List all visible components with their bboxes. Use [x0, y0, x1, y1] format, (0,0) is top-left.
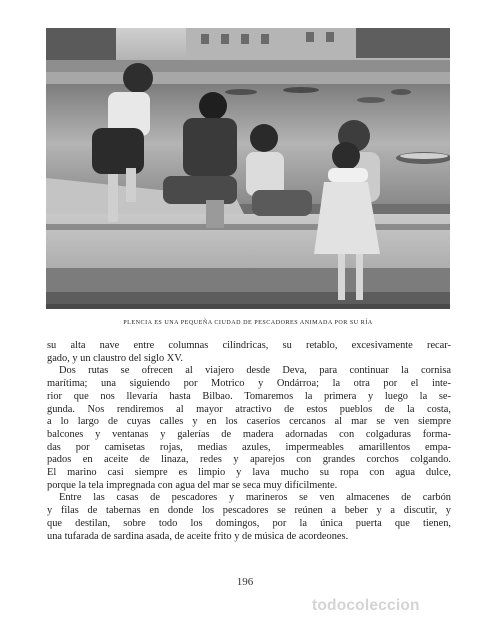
page-number: 196: [236, 576, 254, 588]
text-line: porque la tela impregnada con agua del mar se seca muy difícilmente.: [47, 479, 338, 491]
text-line: balcones y ventanas y galerías de madera adornadas con colgaduras forma-: [47, 428, 451, 440]
text-line: marítima; una siguiendo por Motrico y Ondárroa; la otra por el inte-: [47, 378, 451, 390]
paragraph-3: [47, 492, 451, 543]
watermark-logo: [312, 597, 420, 615]
text-line: una tufarada de sardina asada, de aceite frito y de música de acordeones.: [47, 530, 349, 542]
text-line: rior que nos llevaría hasta Bilbao. Tomaremos la primera y luego la se-: [47, 390, 451, 402]
watermark-text: todocoleccion: [312, 597, 420, 614]
text-line: Dos rutas se ofrecen al viajero desde Deva, para continuar la cornisa: [59, 365, 451, 377]
paragraph-1: [47, 340, 451, 365]
text-line: que destilan, sobre todo los domingos, por la única puerta que tienen,: [47, 517, 451, 529]
photo-illustration: [46, 28, 450, 309]
text-line: y filas de tabernas en donde los pescadores se reúnen a beber y a discutir, y: [47, 505, 451, 517]
text-line: Entre las casas de pescadores y marineros se ven almacenes de carbón: [59, 492, 451, 504]
article-body: [47, 340, 451, 543]
text-line: gunda. Nos rendiremos al mayor atractivo de estos pueblos de la costa,: [47, 403, 451, 415]
paragraph-2: [47, 365, 451, 492]
text-line: su alta nave entre columnas cilíndricas, su retablo, excesivamente recar-: [47, 340, 451, 351]
photo-caption: PLENCIA ES UNA PEQUEÑA CIUDAD DE PESCADORES ANIMADA POR SU RÍA: [123, 320, 373, 326]
text-line: das por camisetas rojas, medias azules, impermeables amarillentos empa-: [47, 441, 451, 453]
photo-children-harbour: [46, 28, 450, 309]
text-line: pados en aceite de linaza, redes y aparejos con grandes corchos colgando.: [47, 454, 451, 466]
text-line: gado, y un claustro del siglo XV.: [47, 352, 184, 364]
text-line: a lo largo de cuyas calles y en los caseríos cercanos al mar se ven siempre: [47, 416, 451, 428]
text-line: El marino casi siempre es limpio y lava mucho su ropa con agua dulce,: [47, 467, 451, 479]
